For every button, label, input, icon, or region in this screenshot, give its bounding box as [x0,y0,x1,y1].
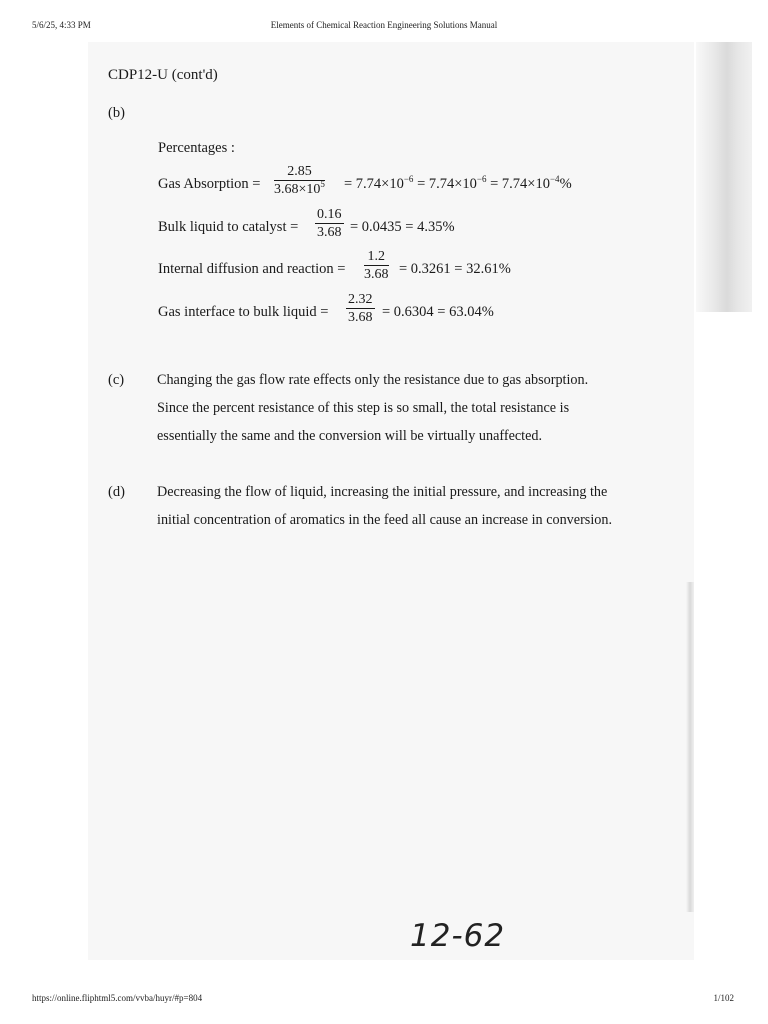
part-d-line: Decreasing the flow of liquid, increasing the initial pressure, and increasing the [157,484,608,500]
gas-absorption-result-2: = 7.74×10 [417,176,477,192]
bulk-liquid-result: = 0.0435 = 4.35% [350,219,455,235]
gas-absorption-result-2-exp: −6 [476,174,487,184]
part-c-line: essentially the same and the conversion will be virtually unaffected. [157,428,543,444]
internal-diffusion-result: = 0.3261 = 32.61% [399,261,511,277]
gas-absorption-fraction [274,163,325,198]
internal-diffusion-numerator: 1.2 [364,248,389,266]
part-d-label: (d) [108,484,125,500]
problem-heading: CDP12-U (cont'd) [108,67,218,83]
gas-absorption-result-3-exp: −4 [549,174,560,184]
part-c-label: (c) [108,372,125,388]
scan-shadow [696,42,752,312]
gas-absorption-label: Gas Absorption = [158,176,261,192]
gas-absorption-result-3: = 7.74×10 [490,176,550,192]
part-c-text [157,366,588,450]
gas-interface-label: Gas interface to bulk liquid = [158,304,329,320]
internal-diffusion-fraction [364,248,389,283]
part-c-line: Changing the gas flow rate effects only the resistance due to gas absorption. [157,372,589,388]
part-d-line: initial concentration of aromatics in the feed all cause an increase in conversion. [157,512,612,528]
gas-interface-denominator: 3.68 [348,310,373,325]
gas-absorption-result-1: = 7.74×10 [344,176,404,192]
gas-absorption-results [344,176,572,193]
gas-absorption-denominator: 3.68×10 [274,182,321,197]
part-c-line: Since the percent resistance of this step is so small, the total resistance is [157,400,570,416]
bulk-liquid-denominator: 3.68 [317,225,342,240]
gas-interface-numerator: 2.32 [348,292,373,307]
print-footer-url: https://online.fliphtml5.com/vvba/huyr/#p=804 [32,993,203,1003]
print-header-title: Elements of Chemical Reaction Engineering Solutions Manual [270,20,498,30]
gas-absorption-denominator-exp: 5 [320,179,325,189]
handwritten-page-number: 12-62 [410,918,506,954]
print-header-datetime: 5/6/25, 4:33 PM [32,20,91,30]
gas-interface-fraction [346,291,375,326]
internal-diffusion-denominator: 3.68 [364,267,389,282]
internal-diffusion-label: Internal diffusion and reaction = [158,261,346,277]
print-footer-page-count: 1/102 [713,993,734,1003]
part-b-label: (b) [108,105,125,121]
bulk-liquid-label: Bulk liquid to catalyst = [158,219,299,235]
gas-interface-result: = 0.6304 = 63.04% [382,304,494,320]
scan-shadow-lower [686,582,694,912]
bulk-liquid-numerator: 0.16 [317,207,342,222]
scanned-page [88,42,694,960]
percentages-label: Percentages : [158,140,235,156]
gas-absorption-numerator: 2.85 [274,163,325,181]
gas-absorption-result-3-unit: % [559,176,572,192]
gas-absorption-result-1-exp: −6 [403,174,414,184]
part-d-text [157,478,612,534]
bulk-liquid-fraction [315,206,344,241]
